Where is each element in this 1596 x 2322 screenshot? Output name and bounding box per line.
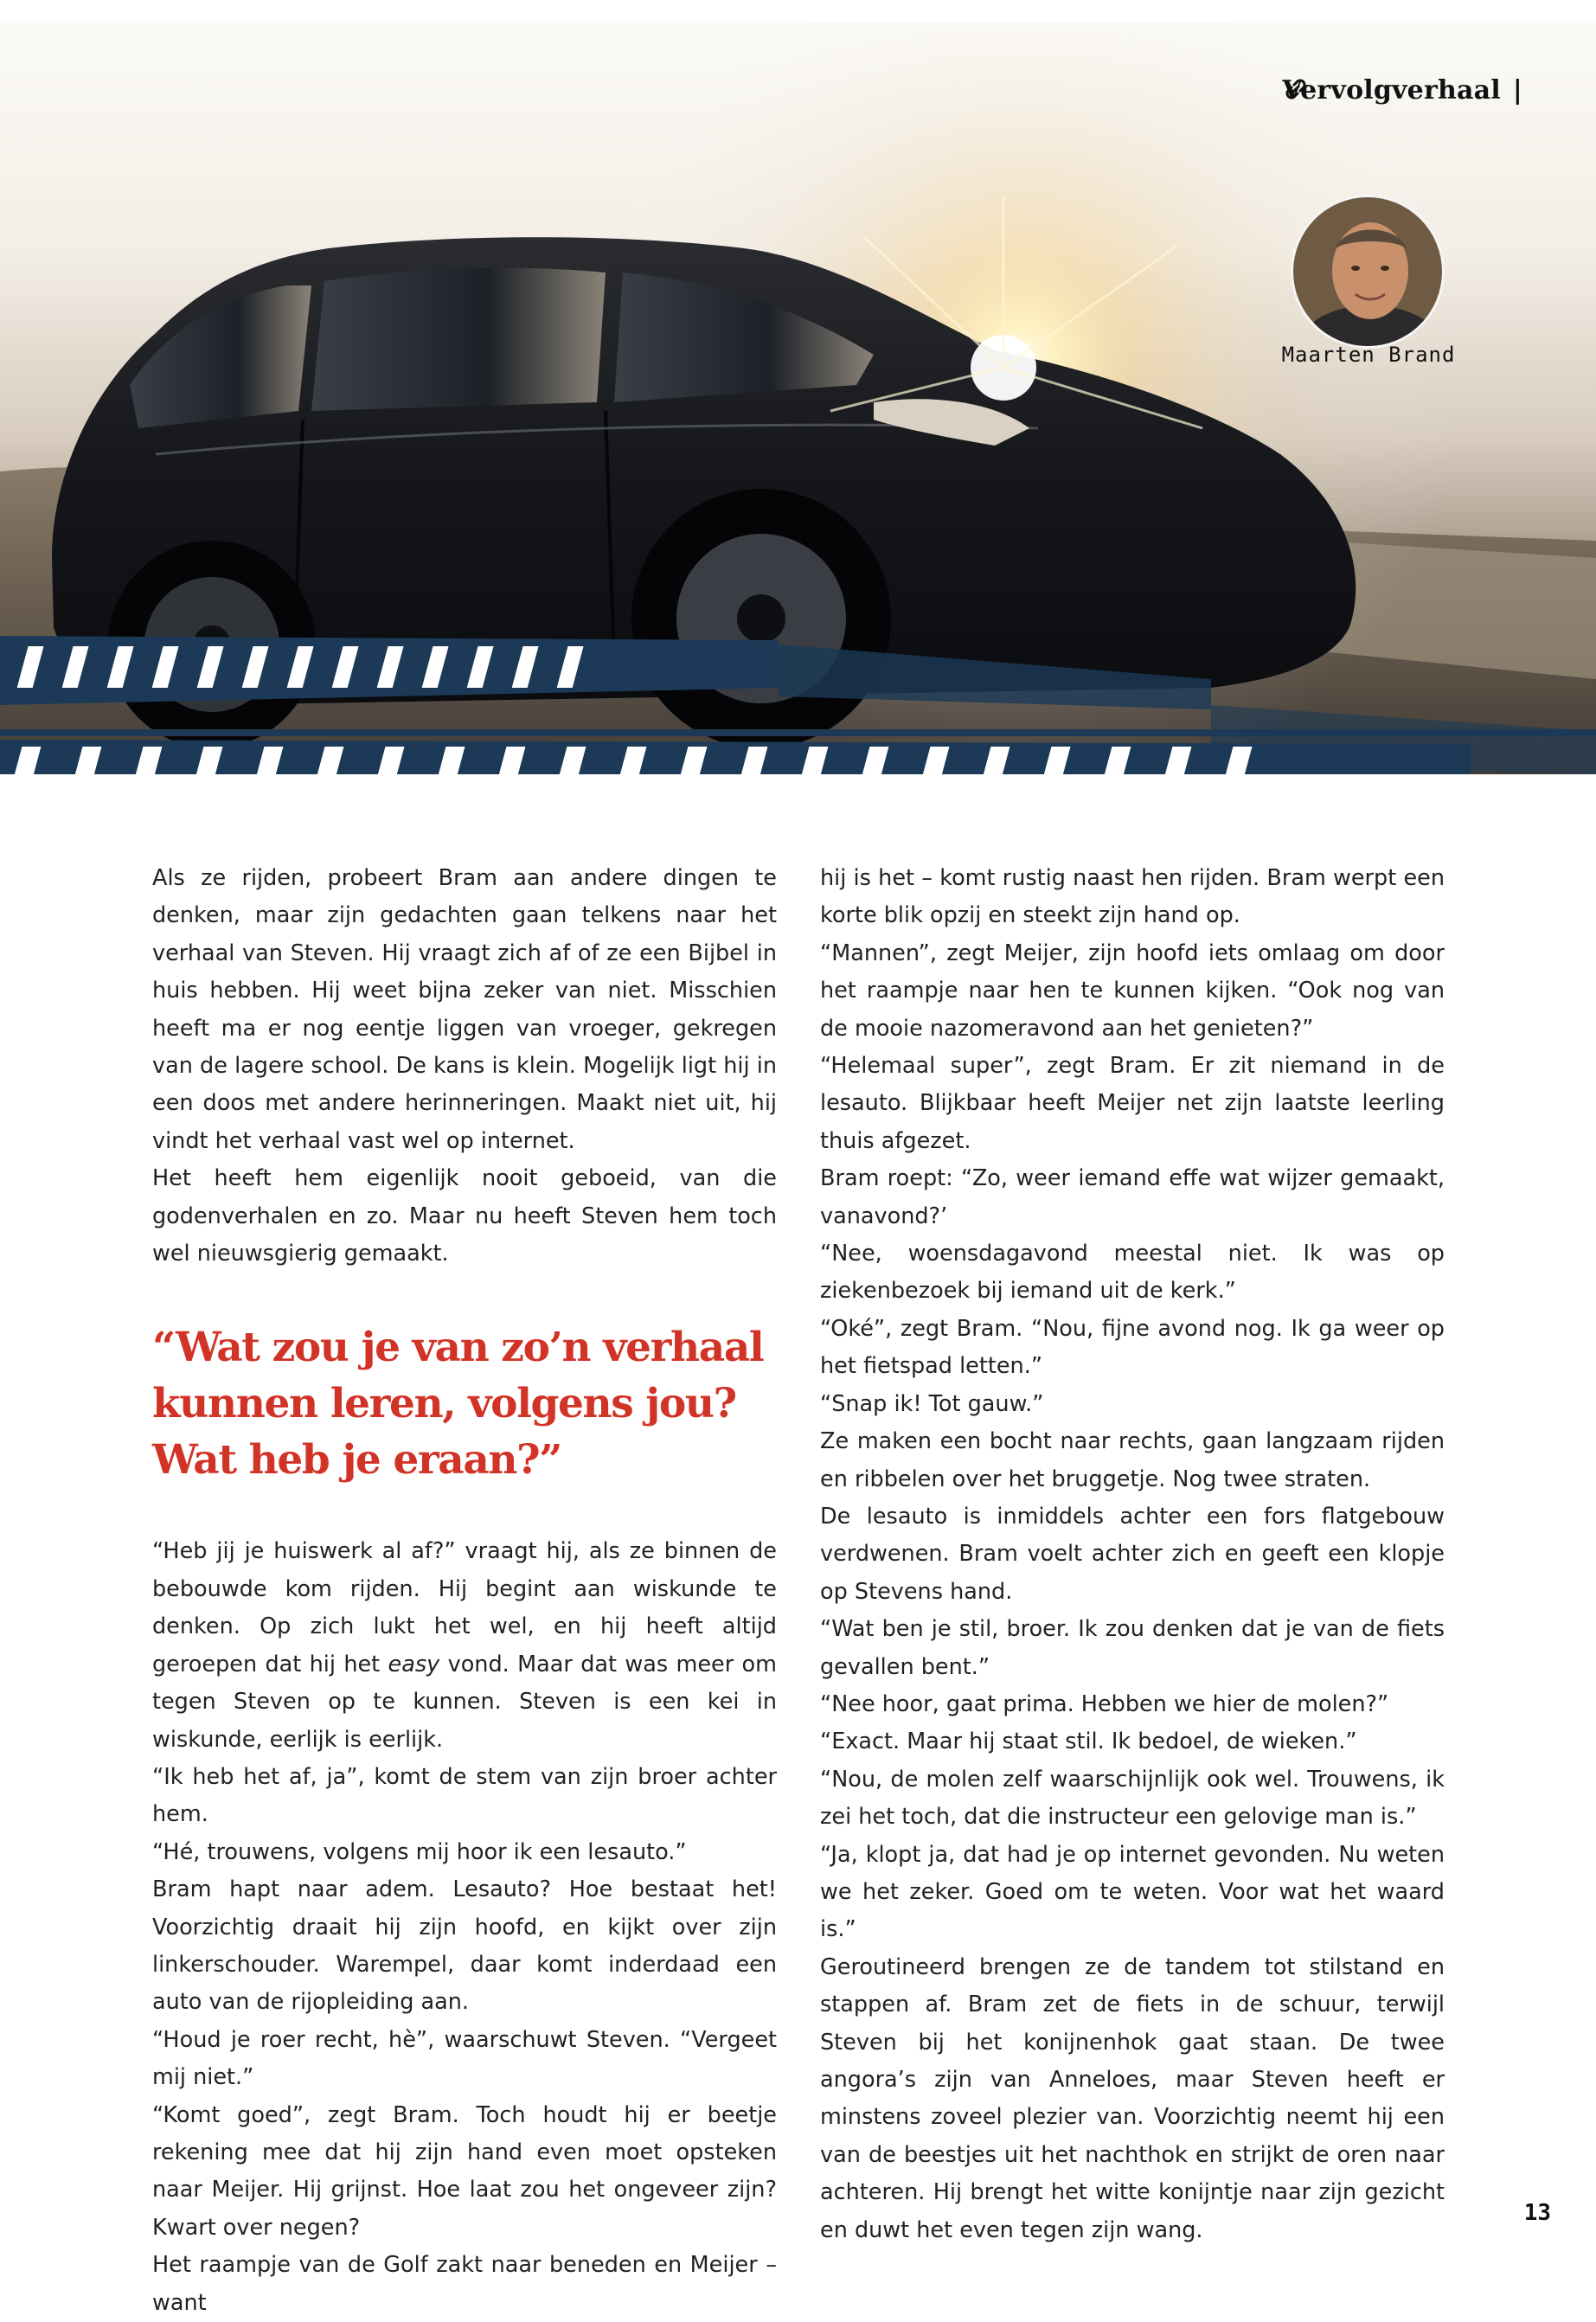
header-separator: | (1512, 75, 1522, 106)
article-paragraph: “Oké”, zegt Bram. “Nou, fijne avond nog. Ik ga weer op het fietspad letten.” (820, 1315, 1445, 1380)
article-paragraph: Ze maken een bocht naar rechts, gaan langzaam rijden en ribbelen over het bruggetje. Nog twee straten. (820, 1428, 1445, 1492)
article-paragraph: “Hé, trouwens, volgens mij hoor ik een lesauto.” (152, 1838, 687, 1865)
article-paragraph: De lesauto is inmiddels achter een fors flatgebouw verdwenen. Bram voelt achter zich en geeft een klopje op Stevens hand. (820, 1503, 1445, 1605)
section-label: Vervolgverhaal (1282, 75, 1501, 106)
article-column-left (152, 860, 777, 2322)
pull-quote-line: kunnen leren, volgens jou? (152, 1380, 736, 1428)
article-paragraph (152, 1533, 777, 1758)
author-portrait (1291, 195, 1445, 349)
article-column-right (820, 860, 1445, 2249)
article-paragraph: “Nee hoor, gaat prima. Hebben we hier de molen?” (820, 1690, 1389, 1717)
article-paragraph: “Helemaal super”, zegt Bram. Er zit niemand in de lesauto. Blijkbaar heeft Meijer net zijn laatste leerling thuis afgezet. (820, 1053, 1445, 1154)
article-paragraph: Bram hapt naar adem. Lesauto? Hoe bestaat het! Voorzichtig draait hij zijn hoofd, en kijkt over zijn linkerschouder. Warempel, daar komt inderdaad een auto van de rijopleiding aan. (152, 1876, 777, 2016)
article-paragraph: hij is het – komt rustig naast hen rijden. Bram werpt een korte blik opzij en steekt zijn hand op. (820, 865, 1445, 929)
article-paragraph: “Mannen”, zegt Meijer, zijn hoofd iets omlaag om door het raampje naar hen te kunnen kijken. “Ook nog van de mooie nazomeravond aan het genieten?” (820, 940, 1445, 1042)
section-header (1282, 75, 1522, 106)
article-paragraph: “Komt goed”, zegt Bram. Toch houdt hij er beetje rekening mee dat hij zijn hand even moet opsteken naar Meijer. Hij grijnst. Hoe laat zou het ongeveer zijn? Kwart over negen? (152, 2101, 777, 2241)
tire-track-texture (0, 22, 1596, 774)
pull-quote (152, 1319, 777, 1488)
article-paragraph: “Ja, klopt ja, dat had je op internet gevonden. Nu weten we het zeker. Goed om te weten. Voor wat het waard is.” (820, 1841, 1445, 1943)
pull-quote-line: Wat heb je eraan?” (152, 1436, 561, 1485)
hero-photo (0, 22, 1596, 774)
article-paragraph: “Snap ik! Tot gauw.” (820, 1390, 1044, 1417)
article-paragraph: Het raampje van de Golf zakt naar beneden en Meijer – want (152, 2252, 777, 2316)
pull-quote-line: “Wat zou je van zo’n verhaal (152, 1324, 764, 1372)
article-paragraph: “Nou, de molen zelf waarschijnlijk ook wel. Trouwens, ik zei het toch, dat die instructeur een gelovige man is.” (820, 1766, 1445, 1831)
article-paragraph: “Nee, woensdagavond meestal niet. Ik was op ziekenbezoek bij iemand uit de kerk.” (820, 1241, 1445, 1305)
page-number: 13 (1523, 2200, 1551, 2226)
article-paragraph: “Exact. Maar hij staat stil. Ik bedoel, de wieken.” (820, 1729, 1357, 1755)
article-paragraph: Het heeft hem eigenlijk nooit geboeid, van die godenverhalen en zo. Maar nu heeft Steven hem toch wel nieuwsgierig gemaakt. (152, 1165, 777, 1267)
paragraph-text: “Heb jij je huiswerk al af?” vraagt hij, als ze binnen de bebouwde kom rijden. Hij begint aan wiskunde te denken. Op zich lukt het wel, en hij heeft altijd geroepen dat hij het (152, 1538, 777, 1677)
article-paragraph: “Houd je roer recht, hè”, waarschuwt Steven. “Vergeet mij niet.” (152, 2026, 777, 2091)
author-name: Maarten Brand (1281, 343, 1456, 367)
author-photo-image (1293, 197, 1445, 349)
article-paragraph: “Ik heb het af, ja”, komt de stem van zijn broer achter hem. (152, 1763, 777, 1828)
article-paragraph: Bram roept: “Zo, weer iemand effe wat wijzer gemaakt, vanavond?’ (820, 1165, 1445, 1229)
article-paragraph: Geroutineerd brengen ze de tandem tot stilstand en stappen af. Bram zet de fiets in de schuur, terwijl Steven bij het konijnenhok gaat staan. De twee angora’s zijn van Anneloes, maar Steven heeft er minstens zoveel plezier van. Voorzichtig neemt hij een van de beestjes uit het nachthok en strijkt de oren naar achteren. Hij brengt het witte konijntje naar zijn gezicht en duwt het even tegen zijn wang. (820, 1953, 1445, 2243)
paragraph-text: vond. Maar dat was meer om tegen Steven op te kunnen. Steven is een kei in wiskunde, eerlijk is eerlijk. (152, 1651, 777, 1753)
emphasis-text: easy (388, 1651, 440, 1677)
article-paragraph: “Wat ben je stil, broer. Ik zou denken dat je van de fiets gevallen bent.” (820, 1616, 1445, 1680)
article-paragraph: Als ze rijden, probeert Bram aan andere dingen te denken, maar zijn gedachten gaan telkens naar het verhaal van Steven. Hij vraagt zich af of ze een Bijbel in huis hebben. Hij weet bijna zeker van niet. Misschien heeft ma er nog eentje liggen van vroeger, gekregen van de lagere school. De kans is klein. Mogelijk ligt hij in een doos met andere herinneringen. Maakt niet uit, hij vindt het verhaal vast wel op internet. (152, 865, 777, 1154)
link-icon (1282, 75, 1310, 103)
